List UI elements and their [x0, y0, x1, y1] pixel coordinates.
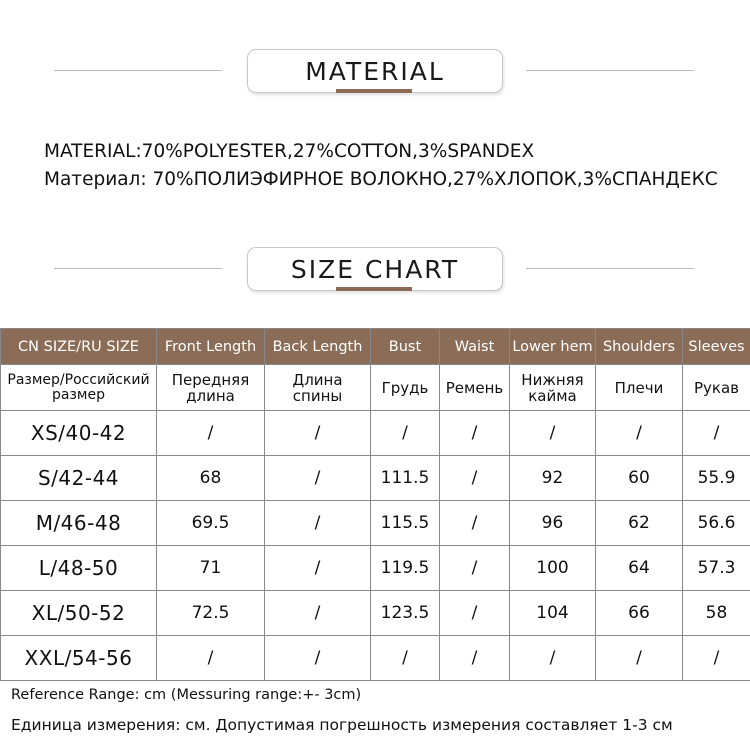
measurement-cell: 71: [157, 546, 265, 591]
table-row: [1, 456, 750, 501]
measurement-cell: /: [265, 591, 371, 636]
measurement-cell: /: [683, 636, 750, 681]
measurement-cell: 119.5: [371, 546, 440, 591]
measurement-cell: 62: [596, 501, 683, 546]
heading-accent-bar: [336, 89, 412, 93]
table-row: [1, 591, 750, 636]
measurement-cell: 55.9: [683, 456, 750, 501]
size-label-cell: S/42-44: [1, 456, 157, 501]
header-row-en: [1, 329, 750, 365]
header-cell: Shoulders: [596, 329, 683, 365]
material-composition-en: MATERIAL:70%POLYESTER,27%COTTON,3%SPANDEX: [44, 141, 535, 162]
measurement-cell: /: [440, 411, 510, 456]
table-row: [1, 501, 750, 546]
header-ru-cell: Длина спины: [265, 365, 371, 411]
header-ru-cell: Нижняя кайма: [510, 365, 596, 411]
measurement-cell: /: [157, 636, 265, 681]
header-ru-cell: Плечи: [596, 365, 683, 411]
measurement-cell: /: [510, 411, 596, 456]
header-ru-cell: Рукав: [683, 365, 750, 411]
measurement-cell: /: [596, 636, 683, 681]
header-ru-cell: Ремень: [440, 365, 510, 411]
size-label-cell: XS/40-42: [1, 411, 157, 456]
header-cell: Front Length: [157, 329, 265, 365]
size-chart-table: [0, 328, 750, 681]
header-cell: CN SIZE/RU SIZE: [1, 329, 157, 365]
size-chart-heading-block: [0, 247, 750, 295]
measurement-cell: /: [265, 546, 371, 591]
measurement-cell: 115.5: [371, 501, 440, 546]
measurement-cell: /: [371, 636, 440, 681]
measurement-cell: 96: [510, 501, 596, 546]
measurement-cell: /: [265, 456, 371, 501]
measurement-cell: /: [265, 411, 371, 456]
measurement-cell: /: [157, 411, 265, 456]
measurement-cell: 68: [157, 456, 265, 501]
material-heading: MATERIAL: [247, 49, 503, 93]
measurement-cell: 123.5: [371, 591, 440, 636]
size-label-cell: M/46-48: [1, 501, 157, 546]
size-label-cell: L/48-50: [1, 546, 157, 591]
measurement-cell: 69.5: [157, 501, 265, 546]
measurement-cell: 58: [683, 591, 750, 636]
material-heading-block: [0, 49, 750, 97]
measurement-cell: 104: [510, 591, 596, 636]
measurement-cell: 92: [510, 456, 596, 501]
measurement-cell: 64: [596, 546, 683, 591]
header-ru-cell: Передняя длина: [157, 365, 265, 411]
heading-divider-left: [54, 70, 222, 71]
heading-divider-right: [526, 70, 694, 71]
measurement-cell: /: [265, 501, 371, 546]
header-row-ru: [1, 365, 750, 411]
header-ru-cell: Грудь: [371, 365, 440, 411]
heading-divider-left: [54, 268, 222, 269]
header-cell: Waist: [440, 329, 510, 365]
reference-range-note-ru: Единица измерения: см. Допустимая погрешность измерения составляет 1-3 см: [11, 716, 673, 734]
heading-accent-bar: [336, 287, 412, 291]
measurement-cell: /: [371, 411, 440, 456]
measurement-cell: /: [683, 411, 750, 456]
size-label-cell: XL/50-52: [1, 591, 157, 636]
measurement-cell: 56.6: [683, 501, 750, 546]
reference-range-note-en: Reference Range: cm (Messuring range:+- 3cm): [11, 687, 362, 703]
header-cell: Back Length: [265, 329, 371, 365]
size-label-cell: XXL/54-56: [1, 636, 157, 681]
measurement-cell: /: [440, 546, 510, 591]
table-row: [1, 411, 750, 456]
measurement-cell: /: [440, 501, 510, 546]
measurement-cell: /: [440, 456, 510, 501]
header-cell: Bust: [371, 329, 440, 365]
measurement-cell: 60: [596, 456, 683, 501]
material-composition-ru: Материал: 70%ПОЛИЭФИРНОЕ ВОЛОКНО,27%ХЛОПОК,3%СПАНДЕКС: [44, 169, 718, 190]
measurement-cell: 57.3: [683, 546, 750, 591]
header-cell: Sleeves: [683, 329, 750, 365]
measurement-cell: /: [596, 411, 683, 456]
size-chart-heading: SIZE CHART: [247, 247, 503, 291]
measurement-cell: /: [440, 591, 510, 636]
table-row: [1, 546, 750, 591]
measurement-cell: 100: [510, 546, 596, 591]
table-row: [1, 636, 750, 681]
measurement-cell: /: [510, 636, 596, 681]
measurement-cell: /: [440, 636, 510, 681]
header-cell: Lower hem: [510, 329, 596, 365]
measurement-cell: /: [265, 636, 371, 681]
measurement-cell: 66: [596, 591, 683, 636]
measurement-cell: 111.5: [371, 456, 440, 501]
measurement-cell: 72.5: [157, 591, 265, 636]
header-ru-cell: Размер/Российский размер: [1, 365, 157, 411]
heading-divider-right: [526, 268, 694, 269]
